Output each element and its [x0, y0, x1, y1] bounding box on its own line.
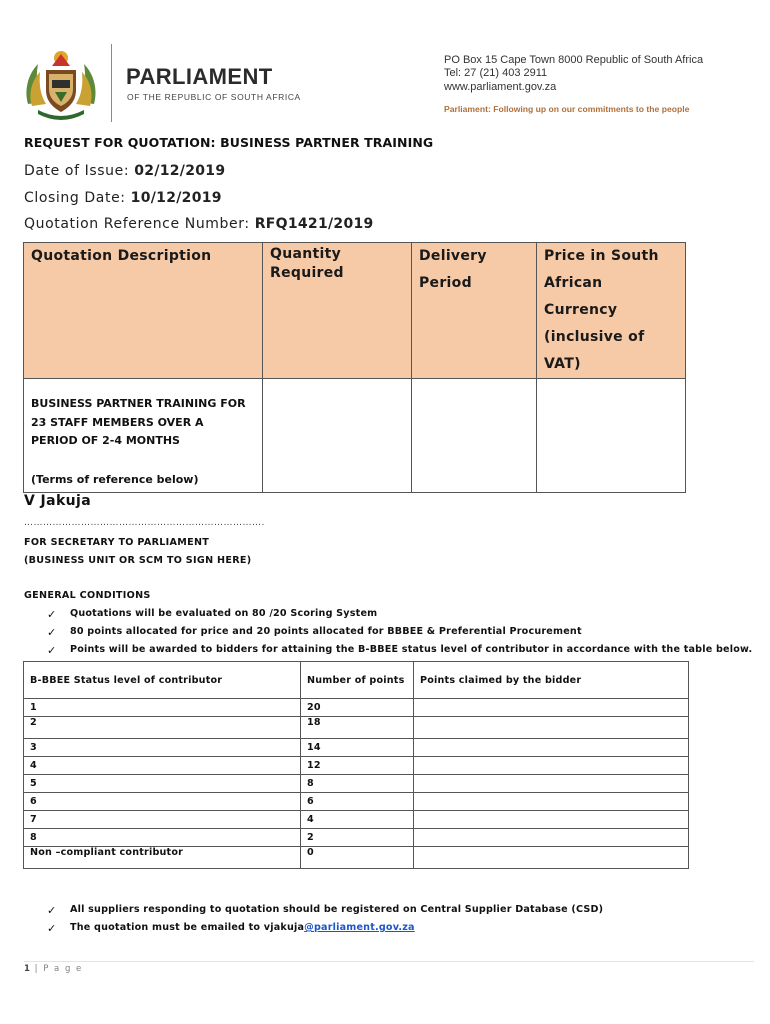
bbbee-points-cell: 14 [301, 739, 414, 757]
bbbee-points-cell: 0 [301, 847, 414, 869]
bbbee-points-cell: 20 [301, 699, 414, 717]
closing-date [24, 190, 222, 206]
description-line1: BUSINESS PARTNER TRAINING FOR [31, 397, 246, 410]
condition-text: 80 points allocated for price and 20 points allocated for BBBEE & Preferential Procurement [70, 626, 582, 637]
footer-divider [24, 961, 754, 962]
bbbee-level-cell: 7 [24, 811, 301, 829]
header-price-line1: Price in South [544, 248, 659, 264]
bbbee-header-claimed: Points claimed by the bidder [414, 662, 689, 699]
checkmark-icon: ✓ [47, 644, 57, 657]
signatory-name: V Jakuja [24, 493, 92, 509]
header-price [537, 243, 686, 379]
bbbee-points-table [23, 661, 689, 869]
bbbee-claimed-cell [414, 739, 689, 757]
table-row [24, 829, 689, 847]
bbbee-level-cell: Non –compliant contributor [24, 847, 301, 869]
phone-line: Tel: 27 (21) 403 2911 [444, 67, 548, 79]
table-row [24, 739, 689, 757]
header-price-line2: African Currency [544, 275, 618, 318]
website-line: www.parliament.gov.za [444, 81, 557, 93]
bbbee-points-cell: 8 [301, 775, 414, 793]
bbbee-points-cell: 18 [301, 717, 414, 739]
table-row [24, 717, 689, 739]
page-separator: | [30, 964, 44, 974]
signatory-role: FOR SECRETARY TO PARLIAMENT [24, 537, 210, 548]
bbbee-level-cell: 5 [24, 775, 301, 793]
description-line2: 23 STAFF MEMBERS OVER A [31, 415, 204, 429]
description-text [24, 379, 262, 489]
bbbee-header-level: B-BBEE Status level of contributor [24, 662, 301, 699]
bbbee-claimed-cell [414, 757, 689, 775]
quotation-reference [24, 216, 374, 232]
document-title: REQUEST FOR QUOTATION: BUSINESS PARTNER TRAINING [24, 135, 434, 150]
bbbee-claimed-cell [414, 811, 689, 829]
cell-price [537, 379, 686, 493]
signatory-instruction: (BUSINESS UNIT OR SCM TO SIGN HERE) [24, 555, 252, 566]
note-text: All suppliers responding to quotation should be registered on Central Supplier Database (CSD) [70, 904, 604, 915]
header-description [24, 243, 263, 379]
checkmark-icon: ✓ [47, 626, 57, 639]
page-number: 1 [24, 964, 31, 974]
bbbee-claimed-cell [414, 717, 689, 739]
cell-delivery [412, 379, 537, 493]
checkmark-icon: ✓ [47, 608, 57, 621]
page-word: P a g e [43, 964, 83, 974]
quotation-table-header [24, 243, 686, 379]
table-row [24, 775, 689, 793]
bbbee-table-header [24, 662, 689, 699]
cell-description [24, 379, 263, 493]
condition-text: Points will be awarded to bidders for attaining the B-BBEE status level of contributor in accordance with the table below. [70, 644, 753, 655]
header-delivery-line1: Delivery [419, 248, 487, 264]
checkmark-icon: ✓ [47, 904, 57, 917]
bbbee-claimed-cell [414, 699, 689, 717]
quotation-reference-label: Quotation Reference Number: [24, 216, 255, 232]
date-of-issue-value: 02/12/2019 [134, 163, 226, 179]
bbbee-claimed-cell [414, 775, 689, 793]
bbbee-level-cell: 8 [24, 829, 301, 847]
bbbee-points-cell: 6 [301, 793, 414, 811]
quotation-reference-value: RFQ1421/2019 [254, 216, 374, 232]
bbbee-level-cell: 4 [24, 757, 301, 775]
header-quantity-label: Quantity Required [270, 246, 344, 281]
header-delivery [412, 243, 537, 379]
header-description-label: Quotation Description [31, 248, 212, 264]
table-row [24, 699, 689, 717]
bbbee-claimed-cell [414, 829, 689, 847]
header-price-line3: (inclusive of [544, 329, 645, 345]
header-delivery-line2: Period [419, 275, 472, 291]
email-prefix: The quotation must be emailed to vjakuja [70, 922, 305, 933]
checkmark-icon: ✓ [47, 922, 57, 935]
bbbee-points-cell: 4 [301, 811, 414, 829]
table-row [24, 811, 689, 829]
description-line4: (Terms of reference below) [31, 472, 199, 486]
conditions-heading: GENERAL CONDITIONS [24, 590, 151, 601]
bbbee-level-cell: 1 [24, 699, 301, 717]
note-text [70, 922, 415, 933]
logo-divider [111, 44, 112, 122]
logo-title: PARLIAMENT [126, 64, 273, 89]
address-line: PO Box 15 Cape Town 8000 Republic of South Africa [444, 54, 704, 66]
parliament-coat-of-arms-logo [22, 46, 100, 124]
logo-subtitle: OF THE REPUBLIC OF SOUTH AFRICA [127, 92, 301, 102]
signature-line: …………………………………………………………………. [24, 518, 265, 528]
bbbee-points-cell: 12 [301, 757, 414, 775]
table-row [24, 757, 689, 775]
closing-date-label: Closing Date: [24, 190, 131, 206]
bbbee-level-cell: 3 [24, 739, 301, 757]
bbbee-level-cell: 2 [24, 717, 301, 739]
page-footer [24, 964, 83, 974]
bbbee-header-points: Number of points [301, 662, 414, 699]
description-line3: PERIOD OF 2-4 MONTHS [31, 434, 180, 447]
slogan: Parliament: Following up on our commitments to the people [444, 104, 690, 114]
bbbee-points-cell: 2 [301, 829, 414, 847]
date-of-issue [24, 163, 225, 179]
quotation-table [23, 242, 686, 493]
header-price-line4: VAT) [544, 356, 581, 372]
email-link[interactable]: @parliament.gov.za [304, 922, 415, 933]
header-quantity [263, 243, 412, 379]
closing-date-value: 10/12/2019 [130, 190, 222, 206]
bbbee-level-cell: 6 [24, 793, 301, 811]
condition-text: Quotations will be evaluated on 80 /20 Scoring System [70, 608, 378, 619]
cell-quantity [263, 379, 412, 493]
quotation-table-row [24, 379, 686, 493]
table-row [24, 793, 689, 811]
date-of-issue-label: Date of Issue: [24, 163, 135, 179]
bbbee-claimed-cell [414, 847, 689, 869]
bbbee-claimed-cell [414, 793, 689, 811]
table-row [24, 847, 689, 869]
